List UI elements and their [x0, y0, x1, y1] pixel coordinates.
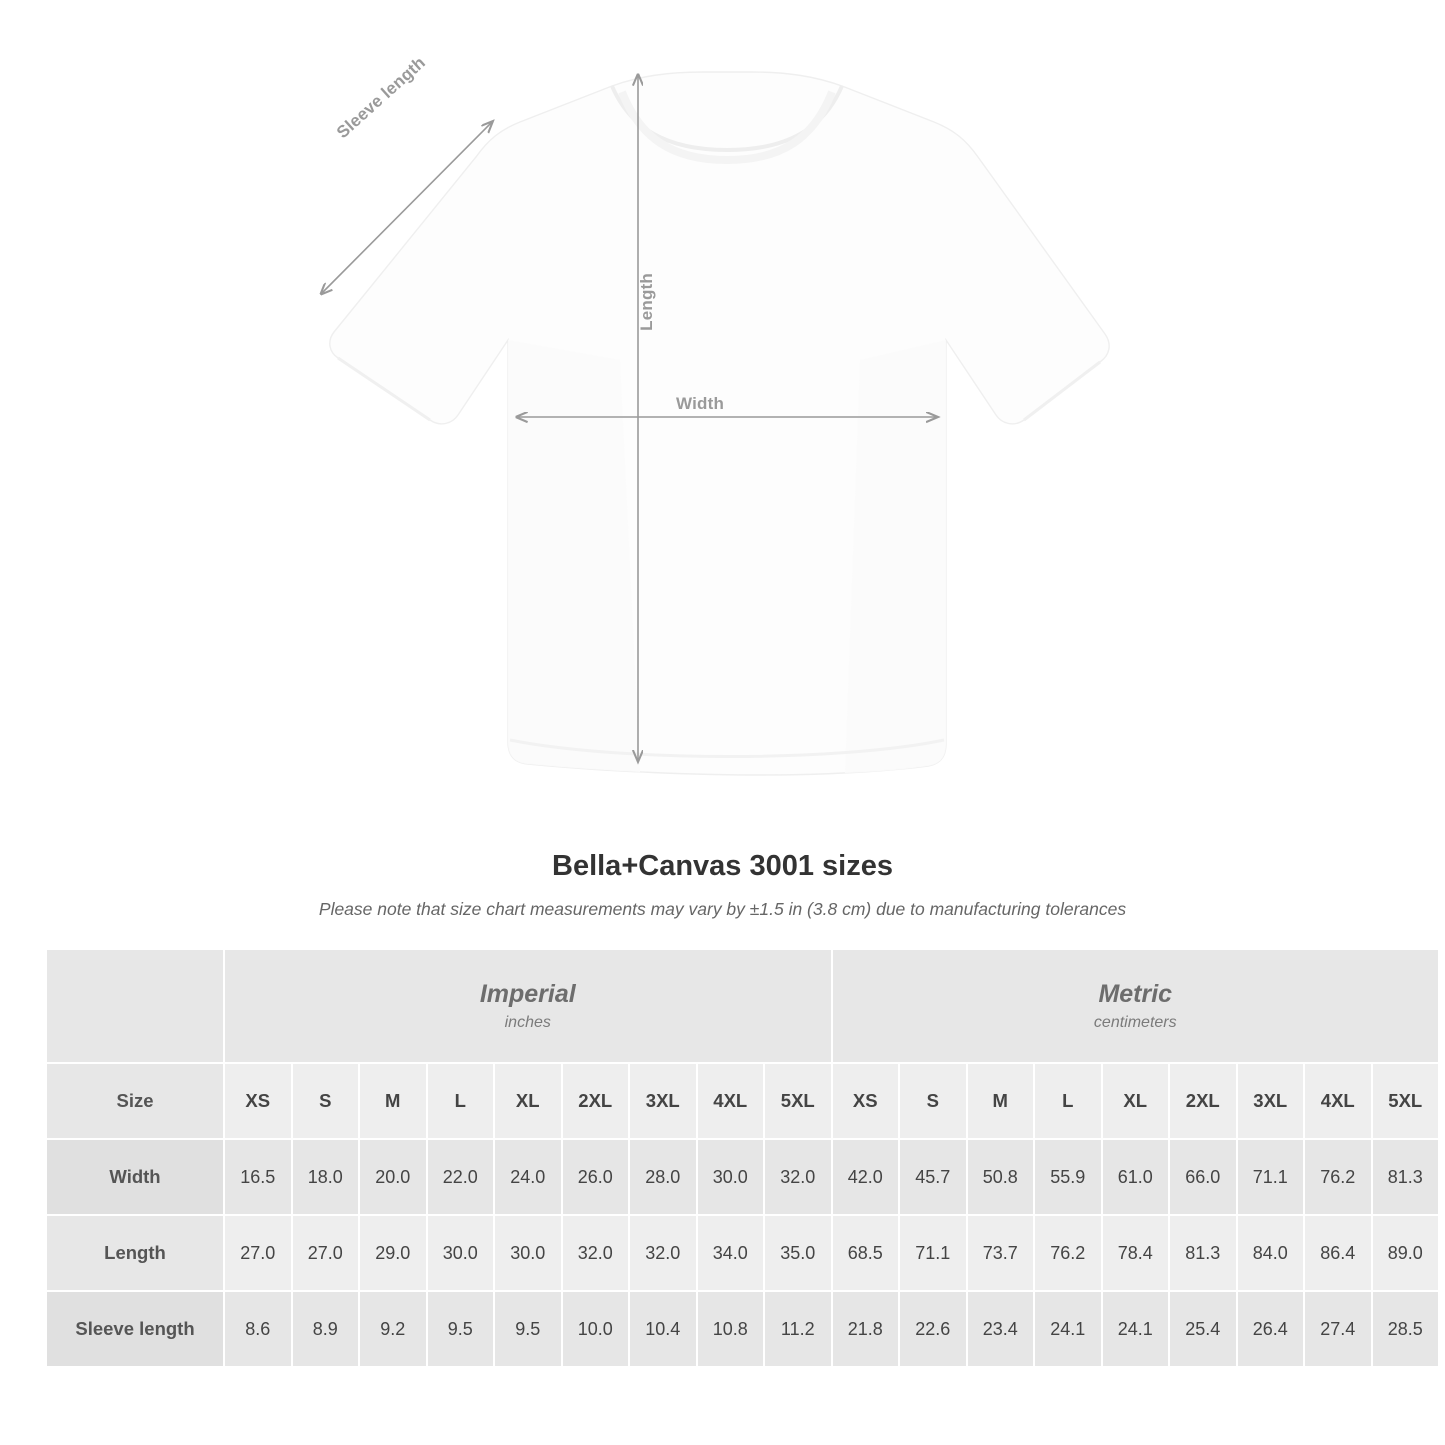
width-label: Width: [676, 394, 725, 413]
table-cell: 10.0: [563, 1292, 629, 1366]
table-cell: 25.4: [1170, 1292, 1236, 1366]
size-column-header: 5XL: [765, 1064, 831, 1138]
table-cell: 50.8: [968, 1140, 1034, 1214]
size-column-header: 5XL: [1373, 1064, 1439, 1138]
table-cell: 9.5: [428, 1292, 494, 1366]
tolerance-note: Please note that size chart measurements may vary by ±1.5 in (3.8 cm) due to manufacturing tolerances: [318, 899, 1127, 919]
title-block: [0, 850, 1445, 920]
table-cell: 76.2: [1035, 1216, 1101, 1290]
table-corner-cell: [47, 950, 223, 1062]
size-column-header: XS: [833, 1064, 899, 1138]
table-cell: 8.9: [293, 1292, 359, 1366]
table-cell: 21.8: [833, 1292, 899, 1366]
table-cell: 66.0: [1170, 1140, 1236, 1214]
table-cell: 11.2: [765, 1292, 831, 1366]
table-cell: 30.0: [495, 1216, 561, 1290]
unit-group-imperial: [225, 950, 831, 1062]
size-column-header: 4XL: [1305, 1064, 1371, 1138]
table-cell: 55.9: [1035, 1140, 1101, 1214]
table-cell: 8.6: [225, 1292, 291, 1366]
table-cell: 71.1: [900, 1216, 966, 1290]
table-cell: 22.6: [900, 1292, 966, 1366]
table-cell: 89.0: [1373, 1216, 1439, 1290]
unit-group-subtitle: inches: [504, 1013, 551, 1031]
table-cell: 26.0: [563, 1140, 629, 1214]
unit-group-subtitle: centimeters: [1093, 1013, 1177, 1031]
table-cell: 68.5: [833, 1216, 899, 1290]
unit-group-metric: [833, 950, 1439, 1062]
unit-group-name: Imperial: [479, 980, 576, 1009]
row-header-sleeve-length: Sleeve length: [47, 1292, 223, 1366]
table-cell: 84.0: [1238, 1216, 1304, 1290]
table-cell: 35.0: [765, 1216, 831, 1290]
page-title: Bella+Canvas 3001 sizes: [552, 850, 893, 882]
table-cell: 86.4: [1305, 1216, 1371, 1290]
table-cell: 26.4: [1238, 1292, 1304, 1366]
table-cell: 30.0: [428, 1216, 494, 1290]
table-cell: 27.0: [225, 1216, 291, 1290]
table-cell: 27.4: [1305, 1292, 1371, 1366]
table-cell: 45.7: [900, 1140, 966, 1214]
size-column-header: XL: [1103, 1064, 1169, 1138]
row-header-size: Size: [47, 1064, 223, 1138]
table-cell: 24.0: [495, 1140, 561, 1214]
table-cell: 16.5: [225, 1140, 291, 1214]
size-column-header: L: [428, 1064, 494, 1138]
table-row: [47, 1292, 1438, 1366]
size-column-header: L: [1035, 1064, 1101, 1138]
table-row: [47, 1216, 1438, 1290]
size-column-header: XS: [225, 1064, 291, 1138]
unit-group-name: Metric: [1098, 980, 1173, 1009]
size-table-wrap: [45, 948, 1423, 1368]
table-cell: 78.4: [1103, 1216, 1169, 1290]
size-column-header: 3XL: [1238, 1064, 1304, 1138]
tshirt-shape: [330, 72, 1109, 775]
size-column-header: S: [900, 1064, 966, 1138]
unit-header-row: [47, 950, 1438, 1062]
size-column-header: 2XL: [563, 1064, 629, 1138]
table-cell: 10.8: [698, 1292, 764, 1366]
table-cell: 71.1: [1238, 1140, 1304, 1214]
size-chart-table: [45, 948, 1440, 1368]
table-row: [47, 1140, 1438, 1214]
table-cell: 28.0: [630, 1140, 696, 1214]
table-cell: 32.0: [630, 1216, 696, 1290]
length-label: Length: [637, 273, 656, 331]
size-column-header: S: [293, 1064, 359, 1138]
table-cell: 34.0: [698, 1216, 764, 1290]
table-cell: 10.4: [630, 1292, 696, 1366]
table-cell: 30.0: [698, 1140, 764, 1214]
table-cell: 28.5: [1373, 1292, 1439, 1366]
table-cell: 20.0: [360, 1140, 426, 1214]
size-column-header: M: [360, 1064, 426, 1138]
table-cell: 76.2: [1305, 1140, 1371, 1214]
table-cell: 24.1: [1035, 1292, 1101, 1366]
table-cell: 32.0: [765, 1140, 831, 1214]
table-cell: 9.5: [495, 1292, 561, 1366]
table-cell: 18.0: [293, 1140, 359, 1214]
size-header-row: [47, 1064, 1438, 1138]
table-cell: 73.7: [968, 1216, 1034, 1290]
table-cell: 27.0: [293, 1216, 359, 1290]
row-header-length: Length: [47, 1216, 223, 1290]
table-cell: 32.0: [563, 1216, 629, 1290]
table-cell: 24.1: [1103, 1292, 1169, 1366]
table-cell: 81.3: [1170, 1216, 1236, 1290]
sleeve-length-label: Sleeve length: [333, 52, 430, 143]
table-cell: 81.3: [1373, 1140, 1439, 1214]
size-column-header: XL: [495, 1064, 561, 1138]
table-cell: 42.0: [833, 1140, 899, 1214]
size-column-header: M: [968, 1064, 1034, 1138]
size-column-header: 4XL: [698, 1064, 764, 1138]
row-header-width: Width: [47, 1140, 223, 1214]
table-cell: 23.4: [968, 1292, 1034, 1366]
table-cell: 61.0: [1103, 1140, 1169, 1214]
size-column-header: 2XL: [1170, 1064, 1236, 1138]
table-cell: 29.0: [360, 1216, 426, 1290]
table-cell: 9.2: [360, 1292, 426, 1366]
table-cell: 22.0: [428, 1140, 494, 1214]
size-column-header: 3XL: [630, 1064, 696, 1138]
